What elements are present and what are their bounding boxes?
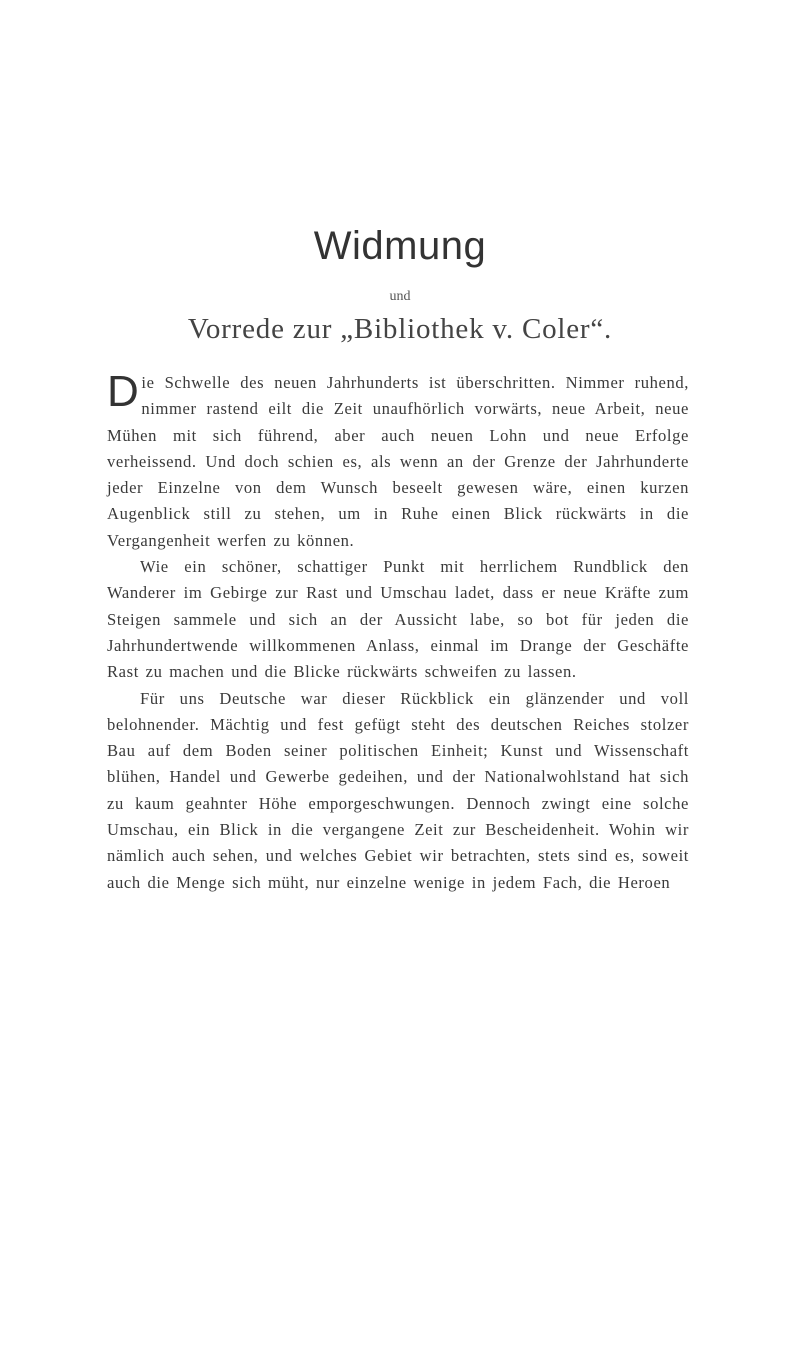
paragraph-2: Wie ein schöner, schattiger Punkt mit herrlichem Rundblick den Wanderer im Gebirge zur Rast und Umschau ladet, dass er neue Kräfte zum Steigen sammele und sich an der Aussicht labe, so bot für jeden die Jahrhundertwende willkommenen Anlass, einmal im Drange der Geschäfte Rast zu machen und die Blicke rückwärts schweifen zu lassen. xyxy=(107,557,689,682)
page-title: Widmung xyxy=(313,224,487,268)
paragraph-1-text: ie Schwelle des neuen Jahrhunderts ist überschritten. Nimmer ruhend, nimmer rastend eilt die Zeit unaufhörlich vorwärts, neue Arbeit, neue Mühen mit sich führend, aber auch neuen Lohn und neue Erfolge verheissend. Und doch schien es, als wenn an der Grenze der Jahrhunderte jeder Einzelne von dem Wunsch beseelt gewesen wäre, einen kurzen Augenblick still zu stehen, um in Ruhe einen Blick rückwärts in die Vergangenheit werfen zu können. xyxy=(107,373,689,550)
preface-body xyxy=(107,367,689,896)
paragraph-1 xyxy=(107,367,689,554)
page-subtitle: Vorrede zur „Bibliothek v. Coler“. xyxy=(187,313,613,345)
title-connector: und xyxy=(389,289,411,304)
drop-cap: D xyxy=(107,367,140,416)
paragraph-3: Für uns Deutsche war dieser Rückblick ein glänzender und voll belohnender. Mächtig und fest gefügt steht des deutschen Reiches stolzer Bau auf dem Boden seiner politischen Einheit; Kunst und Wissenschaft blühen, Handel und Gewerbe gedeihen, und der Nationalwohlstand hat sich zu kaum geahnter Höhe emporgeschwungen. Dennoch zwingt eine solche Umschau, ein Blick in die vergangene Zeit zur Bescheidenheit. Wohin wir nämlich auch sehen, und welches Gebiet wir betrachten, stets sind es, soweit auch die Menge sich müht, nur einzelne wenige in jedem Fach, die Heroen xyxy=(107,688,689,892)
